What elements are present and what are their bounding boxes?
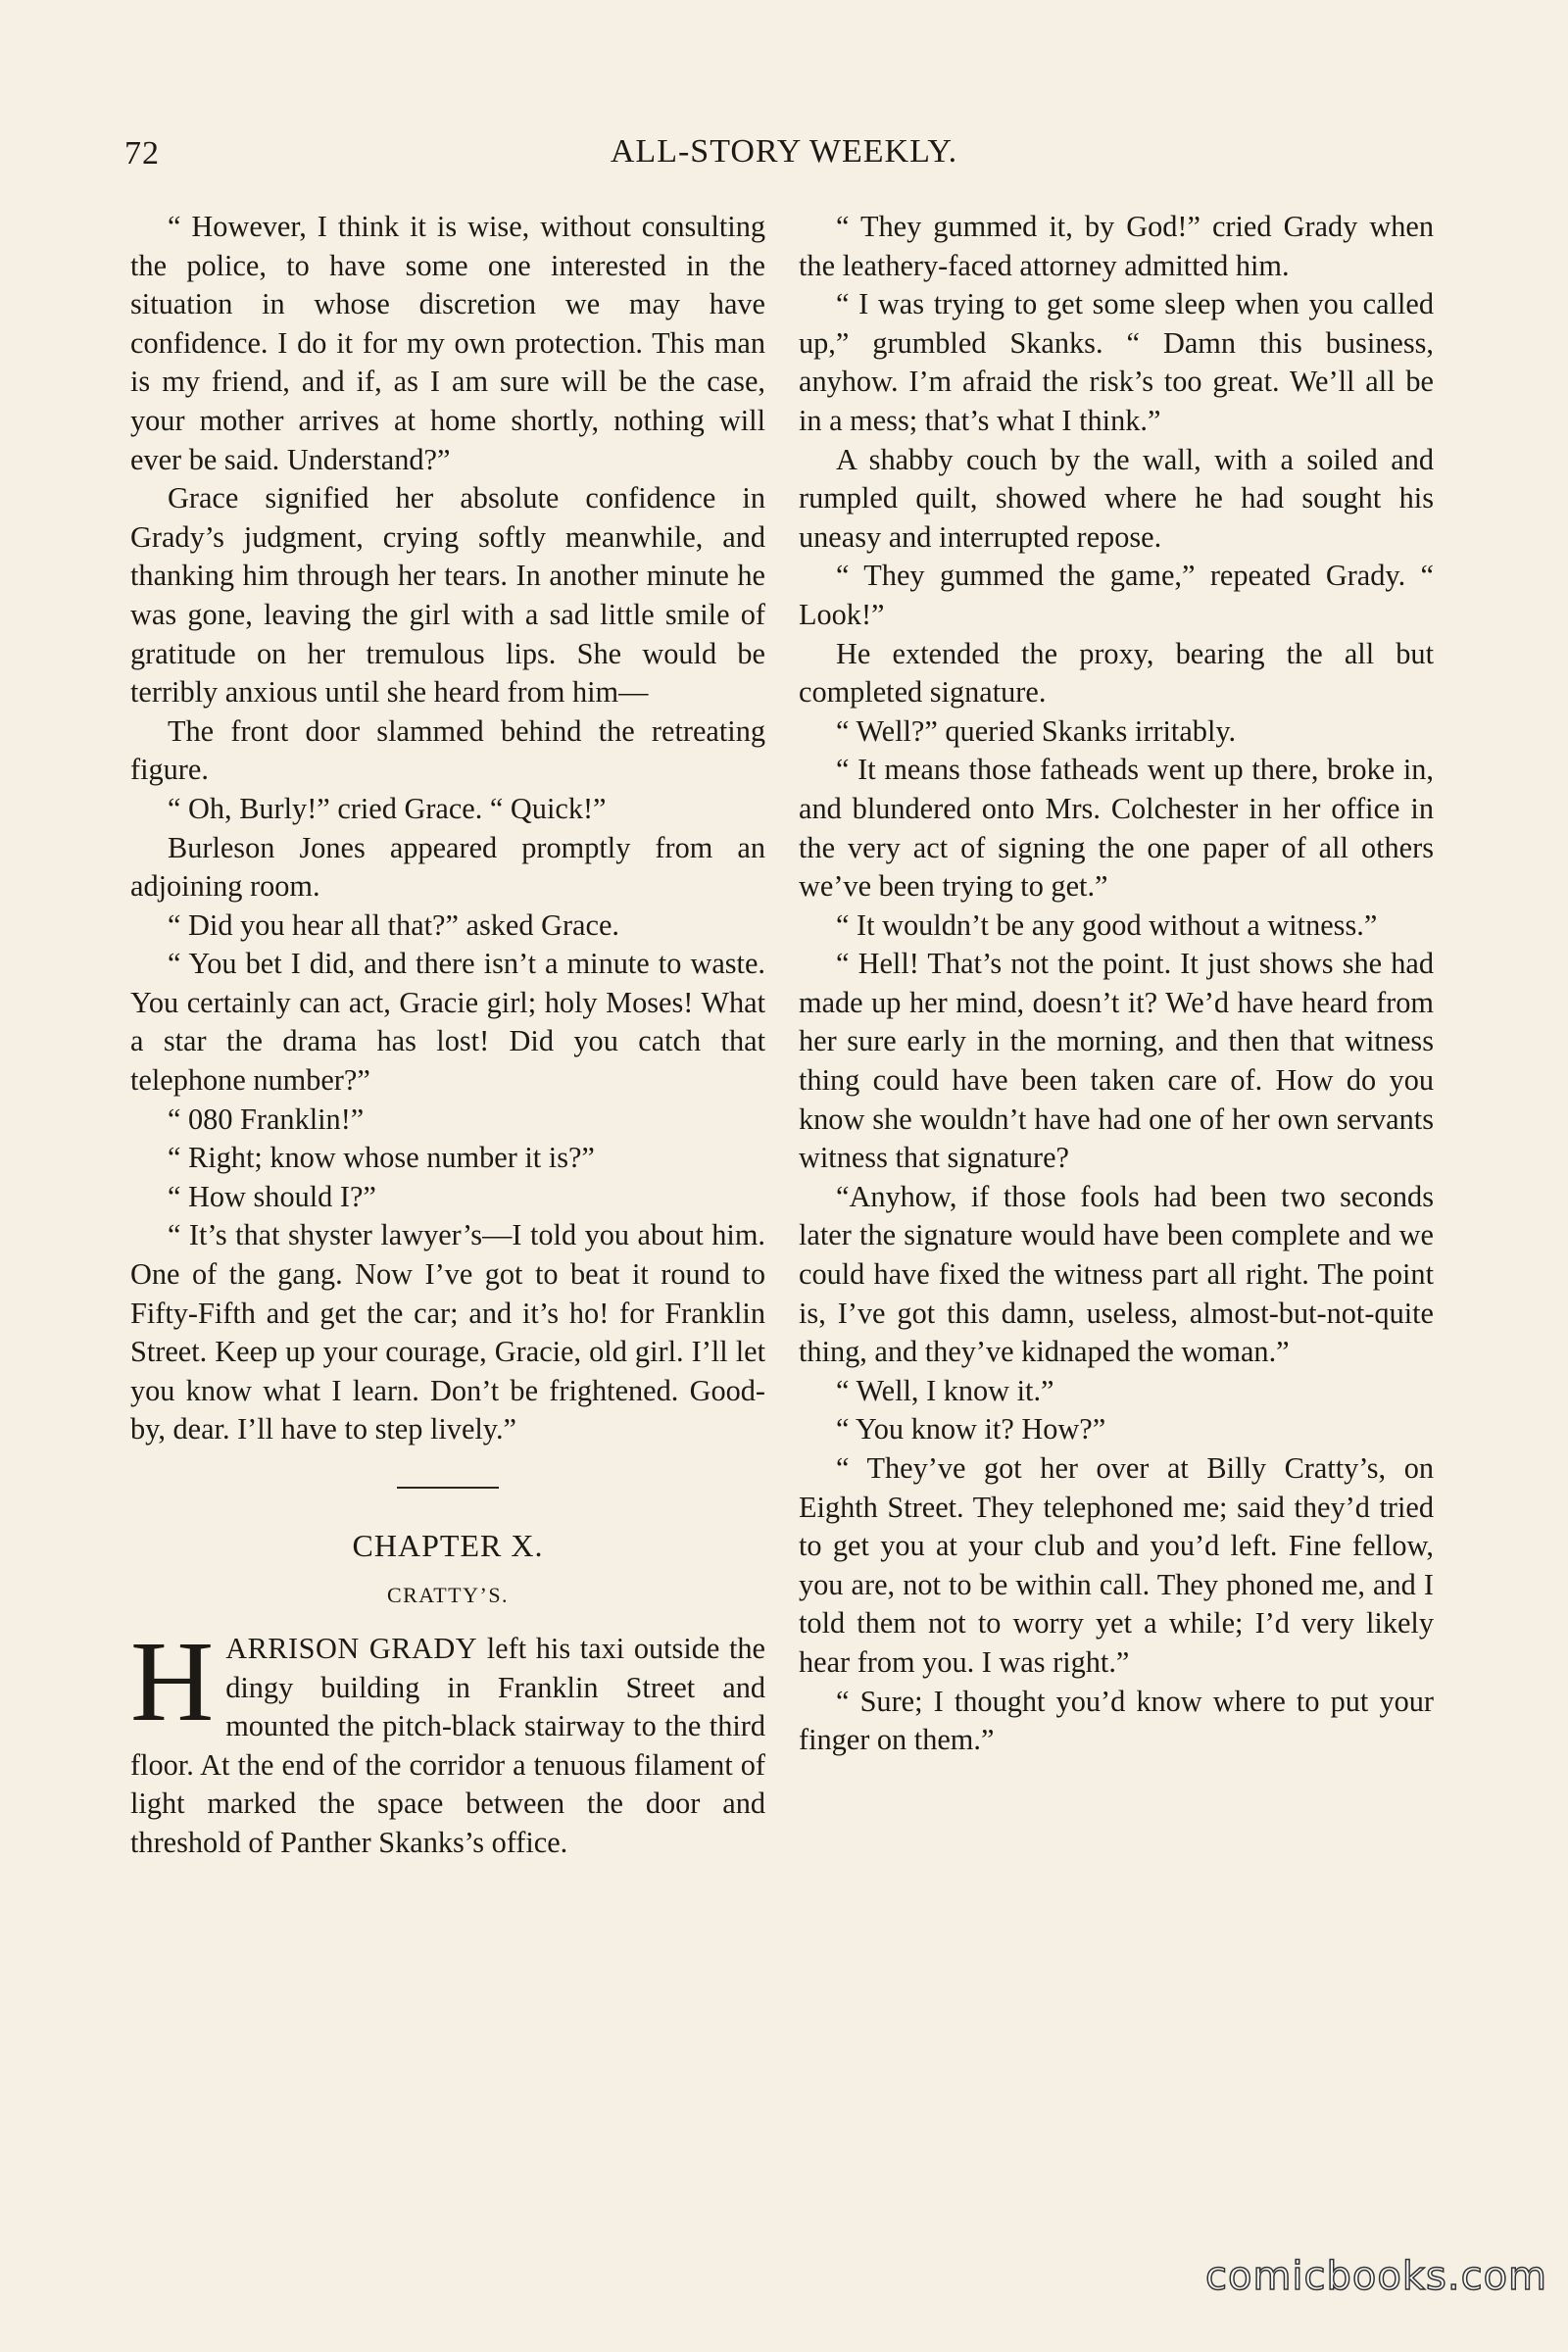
paragraph: “ 080 Franklin!” <box>168 1102 365 1136</box>
paragraph: “ You bet I did, and there isn’t a minute to waste. You certainly can act, Gracie girl; holy Moses! What a star the drama has lost! Did you catch that telephone number?” <box>130 947 765 1098</box>
left-column <box>130 208 765 1863</box>
running-title: ALL-STORY WEEKLY. <box>610 133 958 170</box>
chapter-subtitle: CRATTY’S. <box>386 1583 510 1607</box>
paragraph: “ It’s that shyster lawyer’s—I told you about him. One of the gang. Now I’ve got to beat it round to Fifty-Fifth and get the car; and it’s ho! for Franklin Street. Keep up your courage, Gracie, old girl. I’ll let you know what I learn. Don’t be frightened. Good-by, dear. I’ll have to step lively.” <box>130 1218 765 1446</box>
paragraph: The front door slammed behind the retreating figure. <box>130 713 765 787</box>
paragraph: “ How should I?” <box>168 1179 376 1213</box>
paragraph: Grace signified her absolute confidence in Grady’s judgment, crying softly meanwhile, and thanking him through her tears. In another minute he was gone, leaving the girl with a sad little smile of gratitude on her tremulous lips. She would be terribly anxious until she heard from him— <box>130 481 765 710</box>
paragraph: “ Hell! That’s not the point. It just shows she had made up her mind, doesn’t it? We’d have heard from her sure early in the morning, and then that witness thing could have been taken care of. How do you know she wouldn’t have had one of her own servants witness that signature? <box>799 947 1434 1175</box>
opening-small-caps: ARRISON GRADY <box>225 1632 478 1665</box>
paragraph: “ They gummed it, by God!” cried Grady when the leathery-faced attorney admitted him. <box>799 210 1434 282</box>
right-column <box>799 208 1434 1760</box>
chapter-title: CHAPTER X. <box>352 1528 544 1563</box>
paragraph: “ Sure; I thought you’d know where to put your finger on them.” <box>799 1684 1434 1757</box>
paragraph: “ It means those fatheads went up there, broke in, and blundered onto Mrs. Colchester in her office in the very act of signing the one paper of all others we’ve been trying to get.” <box>799 753 1434 904</box>
paragraph: He extended the proxy, bearing the all but completed signature. <box>799 636 1434 710</box>
paragraph: “ They gummed the game,” repeated Grady. “ Look!” <box>799 559 1434 631</box>
paragraph: “ They’ve got her over at Billy Cratty’s, on Eighth Street. They telephoned me; said they’d tried to get you at your club and you’d left. Fine fellow, you are, not to be within call. They phoned me, and I told them not to worry yet a while; I’d very likely hear from you. I was right.” <box>799 1451 1434 1679</box>
paragraph: “ Well, I know it.” <box>836 1373 1054 1407</box>
watermark-logo: comicbooks.com <box>1205 2254 1548 2299</box>
paragraph: “ Right; know whose number it is?” <box>168 1141 595 1175</box>
paragraph: “ Did you hear all that?” asked Grace. <box>168 907 619 942</box>
paragraph: Burleson Jones appeared promptly from an adjoining room. <box>130 830 765 904</box>
paragraph: “ You know it? How?” <box>836 1412 1106 1446</box>
chapter-opening-paragraph <box>130 1617 766 1863</box>
paragraph: A shabby couch by the wall, with a soiled and rumpled quilt, showed where he had sought his uneasy and interrupted repose. <box>799 442 1434 554</box>
paragraph: “Anyhow, if those fools had been two seconds later the signature would have been complete and we could have fixed the witness part all right. The point is, I’ve got this damn, useless, almost-but-not-quite thing, and they’ve kidnaped the woman.” <box>799 1179 1434 1369</box>
section-divider <box>397 1487 499 1489</box>
paragraph: “ Oh, Burly!” cried Grace. “ Quick!” <box>168 791 607 825</box>
paragraph: “ I was trying to get some sleep when you called up,” grumbled Skanks. “ Damn this business, anyhow. I’m afraid the risk’s too great. We’ll all be in a mess; that’s what I think.” <box>799 287 1434 437</box>
paragraph: “ It wouldn’t be any good without a witness.” <box>836 907 1378 942</box>
page-number: 72 <box>124 135 160 172</box>
drop-cap: H <box>130 1617 215 1745</box>
paragraph: “ Well?” queried Skanks irritably. <box>836 713 1237 748</box>
opening-text: left his taxi outside the dingy building in Franklin Street and mounted the pitch-black stairway to the third floor. At the end of the corridor a tenuous filament of light marked the space between the door and threshold of Panther Skanks’s office. <box>130 1632 766 1859</box>
paragraph: “ However, I think it is wise, without consulting the police, to have some one interested in the situation in whose discretion we may have confidence. I do it for my own protection. This man is my friend, and if, as I am sure will be the case, your mother arrives at home shortly, nothing will ever be said. Understand?” <box>130 210 765 476</box>
